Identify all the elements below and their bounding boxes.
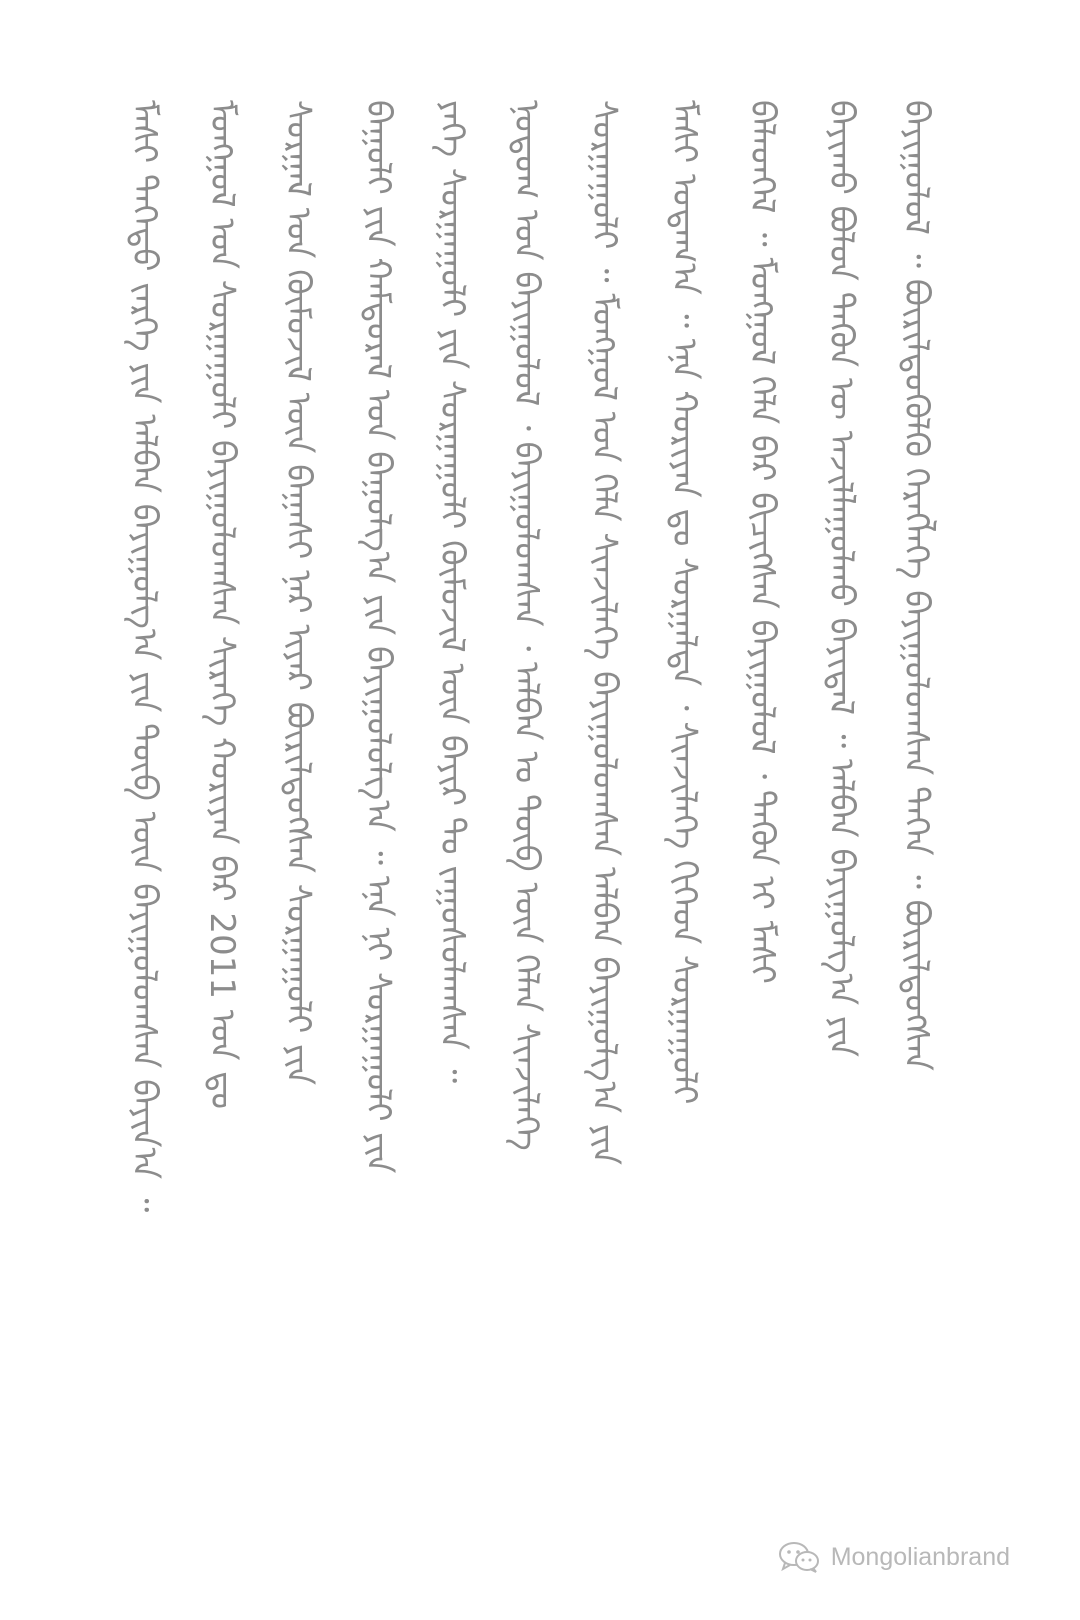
text-column-5: ᠶᠡᠬᠡ ᠰᠤᠷᠭᠠᠭᠤᠯᠢ ᠶᠢᠨ ᠰᠤᠷᠭᠠᠭᠤᠯᠢ ᠬᠦᠮᠦᠵᠢᠯ ᠦᠨ ᠪᠠᠶᠢᠷ ᠲᠤ ᠵᠠᠭᠤᠰᠤᠯᠠᠭᠰᠠᠨ ᠃ <box>432 100 472 1084</box>
text-column-10: ᠪᠠᠶᠢᠬᠤ ᠪᠣᠯᠤᠨ ᠲᠡᠭᠦᠨ ᠦ ᠠᠵᠢᠯᠯᠠᠭᠤᠯᠬᠤ ᠪᠠᠶᠢᠳᠠᠯ ᠃ ᠠᠯᠪᠠᠨ ᠪᠠᠶᠢᠭᠤᠯᠭ᠎ᠠ ᠶᠢᠨ <box>821 100 861 1058</box>
text-column-7: ᠰᠤᠷᠭᠠᠭᠤᠯᠢ ᠃ ᠮᠣᠩᠭᠤᠯ ᠤᠨ ᠬᠡᠯᠡ ᠰᠢᠨᠵᠢᠯᠡᠭᠡ ᠪᠠᠶᠢᠭᠤᠯᠤᠭᠰᠠᠨ ᠠᠯᠪᠠᠨ ᠪᠠᠶᠢᠭᠤᠯᠭ᠎ᠠ ᠶᠢᠨ <box>584 100 624 1165</box>
watermark-text: Mongolianbrand <box>830 1542 1010 1571</box>
watermark <box>777 1540 1010 1574</box>
text-column-9: ᠪᠡᠯᠡᠳᠬᠡᠯ ᠃ ᠮᠣᠩᠭᠤᠯ ᠬᠡᠯᠡ ᠪᠡᠷ ᠪᠢᠴᠢᠭᠰᠡᠨ ᠪᠠᠶᠢᠭᠤᠯᠤᠯ ᠂ ᠲᠡᠭᠦᠨ ᠢ ᠮᠠᠰᠢ <box>742 100 782 984</box>
text-column-3: ᠰᠤᠷᠭᠠᠯ ᠤᠨ ᠬᠦᠮᠦᠵᠢᠯ ᠦᠨ ᠪᠠᠭᠠᠰᠢ ᠨᠠᠷ ᠢᠶᠠᠷ ᠪᠦᠷᠢᠯᠳᠦᠭᠰᠡᠨ ᠰᠤᠷᠭᠠᠭᠤᠯᠢ ᠶᠢᠨ <box>278 100 318 1086</box>
text-column-6: ᠨᠤᠲᠤᠭ ᠤᠨ ᠪᠠᠶᠢᠭᠤᠯᠤᠯ ᠂ ᠪᠠᠶᠢᠭᠤᠯᠤᠭᠰᠠᠨ ᠂ ᠠᠯᠪᠠᠨ ᠤ ᠲᠥᠪ ᠦᠨ ᠬᠡᠯᠡᠨ ᠰᠢᠨᠵᠢᠯᠡᠭᠡ <box>506 100 546 1151</box>
text-column-1: ᠮᠠᠰᠢ ᠳᠡᠭᠡᠳᠦ ᠵᠡᠷᠭᠡ ᠶᠢᠨ ᠠᠯᠪᠠᠨ ᠪᠠᠶᠢᠭᠤᠯᠭ᠎ᠠ ᠶᠢᠨ ᠲᠥᠪ ᠦᠨ ᠪᠠᠶᠢᠭᠤᠯᠤᠭᠰᠠᠨ ᠪᠠᠶᠢᠨ᠎ᠠ ᠃ <box>124 100 164 1213</box>
text-column-8: ᠮᠠᠰᠢ ᠤᠳᠠᠭ᠎ᠠ ᠃ ᠡᠨᠡ ᠬᠤᠷᠢᠶᠠᠨ ᠳᠤ ᠰᠤᠷᠭᠠᠯᠲᠠ ᠂ ᠰᠢᠨᠵᠢᠯᠡᠭᠡ ᠬᠢᠭᠡᠳ ᠰᠤᠷᠭᠠᠭᠤᠯᠢ <box>664 100 704 1105</box>
text-column-11: ᠪᠠᠶᠢᠭᠤᠯᠤᠯ ᠃ ᠪᠦᠷᠢᠯᠳᠦᠭᠦᠯᠬᠦ ᠬᠡᠷᠡᠭᠯᠡᠭᠡ ᠪᠠᠶᠢᠭᠤᠯᠤᠭᠰᠠᠨ ᠲᠡᠭᠡᠨ ᠃ ᠪᠦᠷᠢᠯᠳᠦᠭᠰᠡᠨ <box>896 100 936 1071</box>
wechat-icon <box>777 1540 821 1574</box>
text-column-2: ᠮᠣᠩᠭᠤᠯ ᠤᠨ ᠰᠤᠷᠭᠠᠭᠤᠯᠢ ᠪᠠᠶᠢᠭᠤᠯᠤᠭᠰᠠᠨ ᠰᠢᠷᠡᠭᠡ ᠬᠤᠷᠢᠶᠠᠨ ᠪᠡᠷ 2011 ᠣᠨ ᠳᠤ <box>202 100 242 1110</box>
text-column-4: ᠪᠠᠭᠤᠯᠢ ᠶᠢᠨ ᠬᠠᠮᠲᠤᠷᠠᠯ ᠤᠨ ᠪᠠᠭᠤᠯᠭ᠎ᠠ ᠶᠢᠨ ᠪᠠᠶᠢᠭᠤᠯᠤᠯᠭ᠎ᠠ ᠃ ᠡᠨᠡ ᠨᠢ ᠰᠤᠷᠭᠠᠭᠤᠯᠢ ᠶᠢᠨ <box>358 100 398 1174</box>
